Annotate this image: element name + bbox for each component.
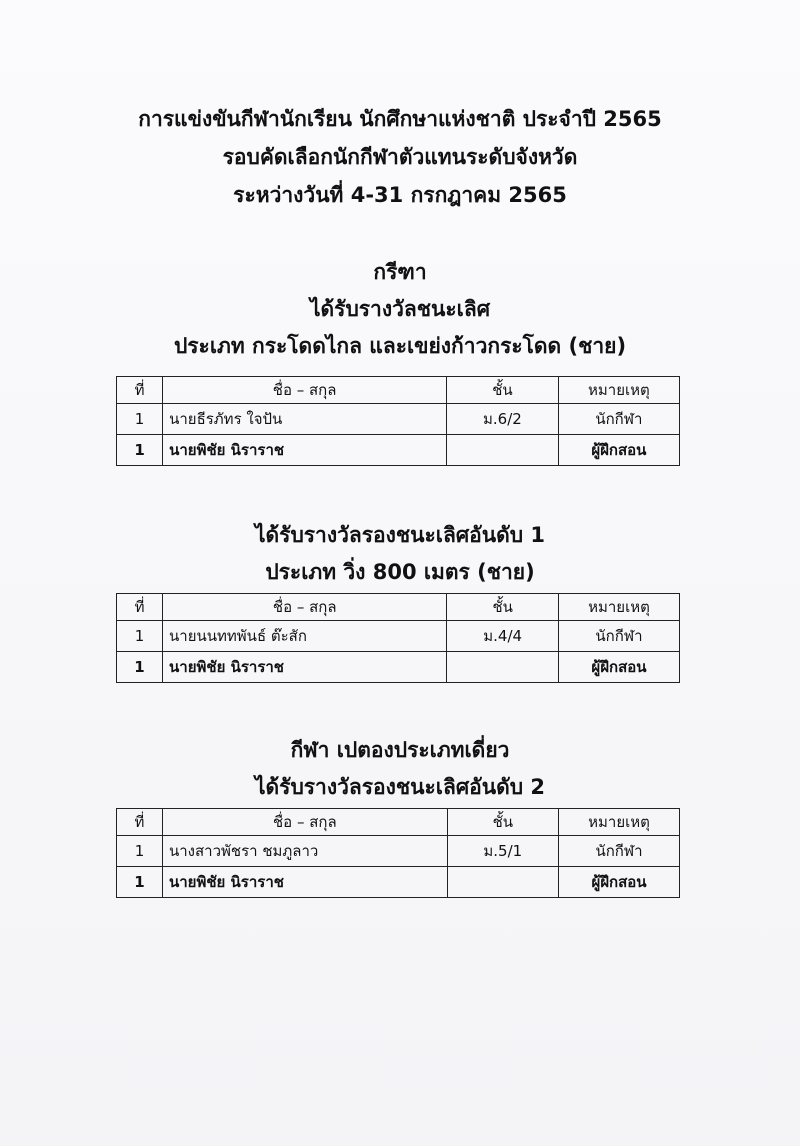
row-name: นายนนททพันธ์ ต๊ะสัก <box>163 621 447 652</box>
row-no: 1 <box>117 435 163 466</box>
award-title: ได้รับรางวัลชนะเลิศ <box>309 297 491 321</box>
event-category: ประเภท กระโดดไกล และเขย่งก้าวกระโดด (ชาย) <box>173 334 627 358</box>
row-name: นายธีรภัทร ใจปัน <box>163 404 447 435</box>
row-class: ม.5/1 <box>447 836 558 867</box>
row-note: นักกีฬา <box>558 621 679 652</box>
award-title: ได้รับรางวัลรองชนะเลิศอันดับ 2 <box>254 775 546 799</box>
table-header-row <box>117 377 680 404</box>
row-note: ผู้ฝึกสอน <box>559 867 680 898</box>
row-class: ม.6/2 <box>447 404 559 435</box>
table-row <box>117 867 680 898</box>
row-note: นักกีฬา <box>559 836 680 867</box>
document-header <box>0 100 800 214</box>
results-table-2 <box>116 593 680 683</box>
column-header-note: หมายเหตุ <box>558 377 679 404</box>
results-table-1 <box>116 376 680 466</box>
header-subtitle: รอบคัดเลือกนักกีฬาตัวแทนระดับจังหวัด <box>222 145 578 169</box>
column-header-no: ที่ <box>117 594 163 621</box>
section-heading-2 <box>0 517 800 591</box>
results-table-3 <box>116 808 680 898</box>
header-title: การแข่งขันกีฬานักเรียน นักศึกษาแห่งชาติ ประจำปี 2565 <box>138 107 662 131</box>
column-header-note: หมายเหตุ <box>559 809 680 836</box>
table-row <box>117 836 680 867</box>
row-no: 1 <box>117 621 163 652</box>
event-category: ประเภท วิ่ง 800 เมตร (ชาย) <box>265 560 535 584</box>
section-heading-3 <box>0 732 800 806</box>
row-no: 1 <box>117 867 163 898</box>
row-no: 1 <box>117 836 163 867</box>
award-title: ได้รับรางวัลรองชนะเลิศอันดับ 1 <box>254 523 546 547</box>
column-header-class: ชั้น <box>447 377 559 404</box>
row-no: 1 <box>117 652 163 683</box>
column-header-no: ที่ <box>117 809 163 836</box>
column-header-name: ชื่อ – สกุล <box>163 377 447 404</box>
column-header-class: ชั้น <box>447 809 558 836</box>
row-name: นางสาวพัชรา ชมภูลาว <box>163 836 448 867</box>
section-heading-1 <box>0 254 800 365</box>
row-note: นักกีฬา <box>558 404 679 435</box>
row-name: นายพิชัย นิราราช <box>163 867 448 898</box>
table-row <box>117 404 680 435</box>
table-row <box>117 652 680 683</box>
column-header-note: หมายเหตุ <box>558 594 679 621</box>
row-note: ผู้ฝึกสอน <box>558 652 679 683</box>
row-name: นายพิชัย นิราราช <box>163 652 447 683</box>
row-class <box>447 652 558 683</box>
sport-name: กีฬา เปตองประเภทเดี่ยว <box>290 738 510 762</box>
row-name: นายพิชัย นิราราช <box>163 435 447 466</box>
table-header-row <box>117 594 680 621</box>
column-header-name: ชื่อ – สกุล <box>163 809 448 836</box>
table-row <box>117 435 680 466</box>
row-class: ม.4/4 <box>447 621 558 652</box>
header-date-range: ระหว่างวันที่ 4-31 กรกฎาคม 2565 <box>233 183 567 207</box>
column-header-class: ชั้น <box>447 594 558 621</box>
row-no: 1 <box>117 404 163 435</box>
column-header-no: ที่ <box>117 377 163 404</box>
column-header-name: ชื่อ – สกุล <box>163 594 447 621</box>
table-row <box>117 621 680 652</box>
sport-name: กรีฑา <box>373 260 427 284</box>
row-class <box>447 867 558 898</box>
table-header-row <box>117 809 680 836</box>
row-note: ผู้ฝึกสอน <box>558 435 679 466</box>
row-class <box>447 435 559 466</box>
